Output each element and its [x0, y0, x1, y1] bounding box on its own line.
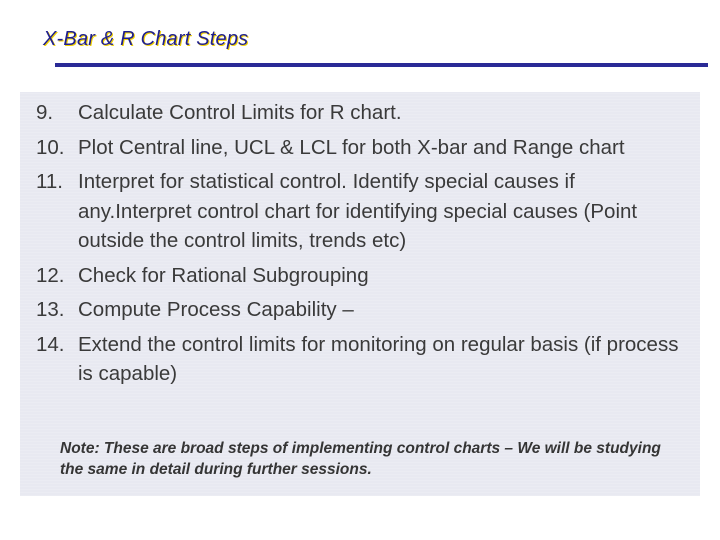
step-text: Calculate Control Limits for R chart.	[78, 101, 402, 124]
step-text: Check for Rational Subgrouping	[78, 263, 369, 287]
step-text: Plot Central line, UCL & LCL for both X-bar and Range chart	[78, 135, 625, 159]
step-item	[20, 330, 700, 389]
step-item	[20, 295, 700, 325]
step-item	[20, 261, 700, 291]
title-underline	[55, 63, 708, 67]
step-number: 13.	[36, 298, 65, 321]
step-number: 14.	[36, 332, 65, 356]
step-text: Compute Process Capability –	[78, 298, 354, 321]
step-number: 10.	[36, 135, 65, 159]
step-text: Interpret for statistical control. Identify special causes if any.Interpret control chart for identifying special causes (Point outside the control limits, trends etc)	[78, 170, 638, 252]
step-number: 12.	[36, 263, 65, 287]
step-number: 11.	[36, 170, 63, 193]
step-item	[20, 133, 700, 163]
step-text: Extend the control limits for monitoring on regular basis (if process is capable)	[78, 332, 679, 385]
step-item	[20, 167, 700, 256]
step-number: 9.	[36, 101, 54, 124]
step-item	[20, 98, 700, 128]
slide-title: X-Bar & R Chart Steps	[43, 28, 249, 50]
scanned-steps-image	[20, 92, 700, 496]
steps-list	[20, 98, 700, 394]
note-text: Note: These are broad steps of implementing control charts – We will be studying the same in detail during further sessions.	[60, 440, 661, 478]
